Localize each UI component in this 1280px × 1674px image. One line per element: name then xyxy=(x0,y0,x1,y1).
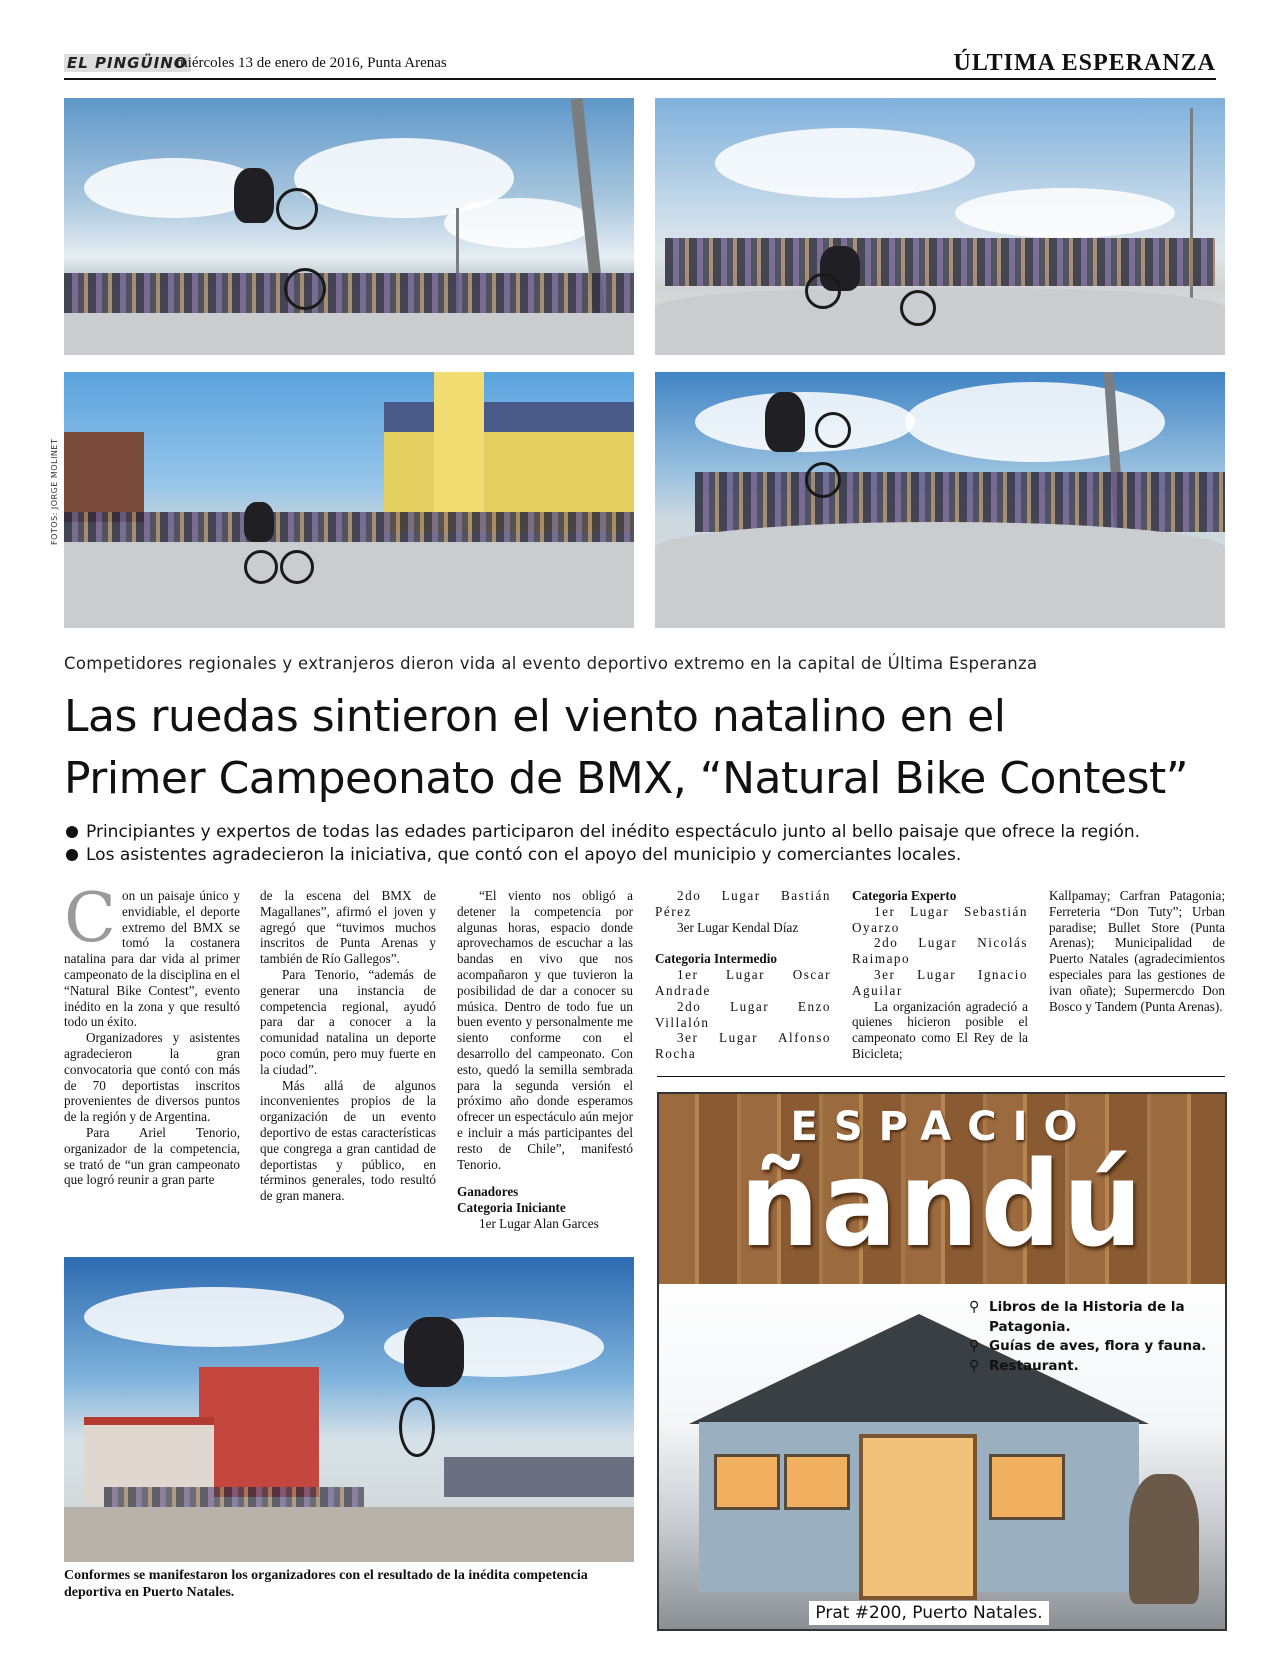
ad-building-photo xyxy=(659,1284,1225,1629)
winner-entry: 1er Lugar Alan Garces xyxy=(479,1215,599,1231)
article-column-4 xyxy=(655,888,831,1062)
page-header xyxy=(64,52,1216,80)
ad-services-list xyxy=(969,1298,1206,1376)
article-column-5 xyxy=(852,888,1028,1062)
paragraph: La organización agradeció a quienes hicieron posible el campeonato como El Rey de la Bicicleta; xyxy=(852,998,1028,1061)
photo-bmx-jump-1 xyxy=(64,98,634,355)
paragraph: “El viento nos obligó a detener la competencia por algunas horas, espacio donde aprovechamos de escuchar a las bandas en vivo que nos acompañaron y que tuvieron la posibilidad de dar a conocer su música. Dentro de todo fue un buen evento y personalmente me siento conforme con el desarrollo del campeonato. Con esto, quedó la semilla sembrada para la segunda versión el próximo año donde esperamos ofrecer un espectáculo aún mejor e incluir a más participantes del resto de Chile”, manifestó Tenorio. xyxy=(457,888,633,1172)
red-building xyxy=(199,1367,319,1497)
photo-caption: Conformes se manifestaron los organizadores con el resultado de la inédita competencia deportiva en Puerto Natales. xyxy=(64,1568,588,1600)
paragraph: Para Ariel Tenorio, organizador de la competencia, se trató de “un gran campeonato que logró reunir a gran parte xyxy=(64,1124,240,1188)
bullet-item: Principiantes y expertos de todas las edades participaron del inédito espectáculo junto al bello paisaje que ofrece la región. xyxy=(64,821,1224,844)
bird-icon: ⚲ xyxy=(969,1299,980,1315)
article-column-6 xyxy=(1049,888,1225,1014)
paragraph: Más allá de algunos inconvenientes propios de la organización de un evento deportivo de estas características que congrega a gran cantidad de deportistas y público, en términos generales, todo resultó de gran manera. xyxy=(260,1077,436,1204)
winners-heading: Ganadores xyxy=(457,1184,519,1200)
paragraph: Kallpamay; Carfran Patagonia; Ferreteria “Don Tuty”; Urban paradise; Bullet Store (Punta Arenas); Municipalidad de Puerto Natales (agradecimientos especiales para las gestiones de ivan oñate); Supermercdo Don Bosco y Tandem (Punta Arenas). xyxy=(1049,888,1225,1014)
winner-entry: 3er Lugar Ignacio Aguilar xyxy=(852,966,1028,998)
headline-line-1: Las ruedas sintieron el viento natalino en el xyxy=(64,691,1006,742)
ad-item: Libros de la Historia de la xyxy=(989,1299,1185,1315)
paragraph: on un paisaje único y envidiable, el deporte extremo del BMX se tomó la costanera natalina para dar vida al primer campeonato de la disciplina en el “Natural Bike Contest”, evento inédito en la zona y que resultó todo un éxito. xyxy=(64,888,240,1030)
photo-credit: FOTOS: JORGE MOLINET xyxy=(50,438,59,545)
paragraph: Para Tenorio, “además de generar una instancia de competencia regional, ayudó para dar a conocer a la comunidad natalina un deporte poco común, pero muy fuerte en la ciudad”. xyxy=(260,966,436,1077)
winner-entry: 1er Lugar Oscar Andrade xyxy=(655,967,831,998)
section-title: ÚLTIMA ESPERANZA xyxy=(953,50,1216,76)
category-heading: Categoria Intermedio xyxy=(655,951,777,967)
drop-cap: C xyxy=(64,879,117,958)
ad-item: Guías de aves, flora y fauna. xyxy=(989,1338,1207,1354)
photo-hotel-skatepark xyxy=(64,372,634,628)
dateline: miércoles 13 de enero de 2016, Punta Arenas xyxy=(176,55,447,71)
headline xyxy=(64,686,1224,810)
paragraph: Organizadores y asistentes agradecieron la gran convocatoria que contó con más de 70 deportistas inscritos provenientes de diversos puntos de la región y de Argentina. xyxy=(64,1030,240,1125)
winner-entry: 2do Lugar Enzo Villalón xyxy=(655,998,831,1030)
winner-entry: 1er Lugar Sebastián Oyarzo xyxy=(852,903,1028,935)
bird-icon: ⚲ xyxy=(969,1357,980,1374)
summary-bullets xyxy=(64,821,1224,867)
ad-title-nandu: ñandú xyxy=(739,1136,1145,1274)
ad-title-espacio: ESPACIO xyxy=(790,1104,1094,1150)
winner-entry: 3er Lugar Kendal Díaz xyxy=(677,919,799,935)
divider xyxy=(657,1076,1225,1077)
newspaper-logo: EL PINGÜINO xyxy=(64,54,191,72)
article-column-1 xyxy=(64,879,240,1188)
article-column-2 xyxy=(260,888,436,1204)
bullet-item: Los asistentes agradecieron la iniciativa, que contó con el apoyo del municipio y comerciantes locales. xyxy=(64,844,1224,867)
winner-entry: 2do Lugar Bastián Pérez xyxy=(655,888,831,919)
nandu-statue xyxy=(1129,1474,1199,1604)
photo-skatepark-puerto-natales xyxy=(64,1257,634,1562)
category-heading: Categoria Experto xyxy=(852,888,957,903)
category-heading: Categoria Iniciante xyxy=(457,1200,566,1216)
ad-item: Restaurant. xyxy=(989,1357,1079,1374)
paragraph: de la escena del BMX de Magallanes”, afirmó el joven y agregó que “tuvimos muchos inscritos de Punta Arenas y también de Río Gallegos”. xyxy=(260,888,436,967)
ad-address: Prat #200, Puerto Natales. xyxy=(809,1601,1049,1625)
winner-entry: 2do Lugar Nicolás Raimapo xyxy=(852,935,1028,967)
winner-entry: 3er Lugar Alfonso Rocha xyxy=(655,1030,831,1062)
bird-icon: ⚲ xyxy=(969,1338,980,1354)
advertisement-espacio-nandu xyxy=(657,1092,1227,1631)
photo-bmx-jump-2 xyxy=(655,98,1225,355)
kicker: Competidores regionales y extranjeros dieron vida al evento deportivo extremo en la capital de Última Esperanza xyxy=(64,654,1038,673)
ad-item: Patagonia. xyxy=(989,1318,1071,1335)
photo-bmx-jump-3 xyxy=(655,372,1225,628)
article-column-3 xyxy=(457,888,633,1232)
headline-line-2: Primer Campeonato de BMX, “Natural Bike Contest” xyxy=(64,753,1189,804)
